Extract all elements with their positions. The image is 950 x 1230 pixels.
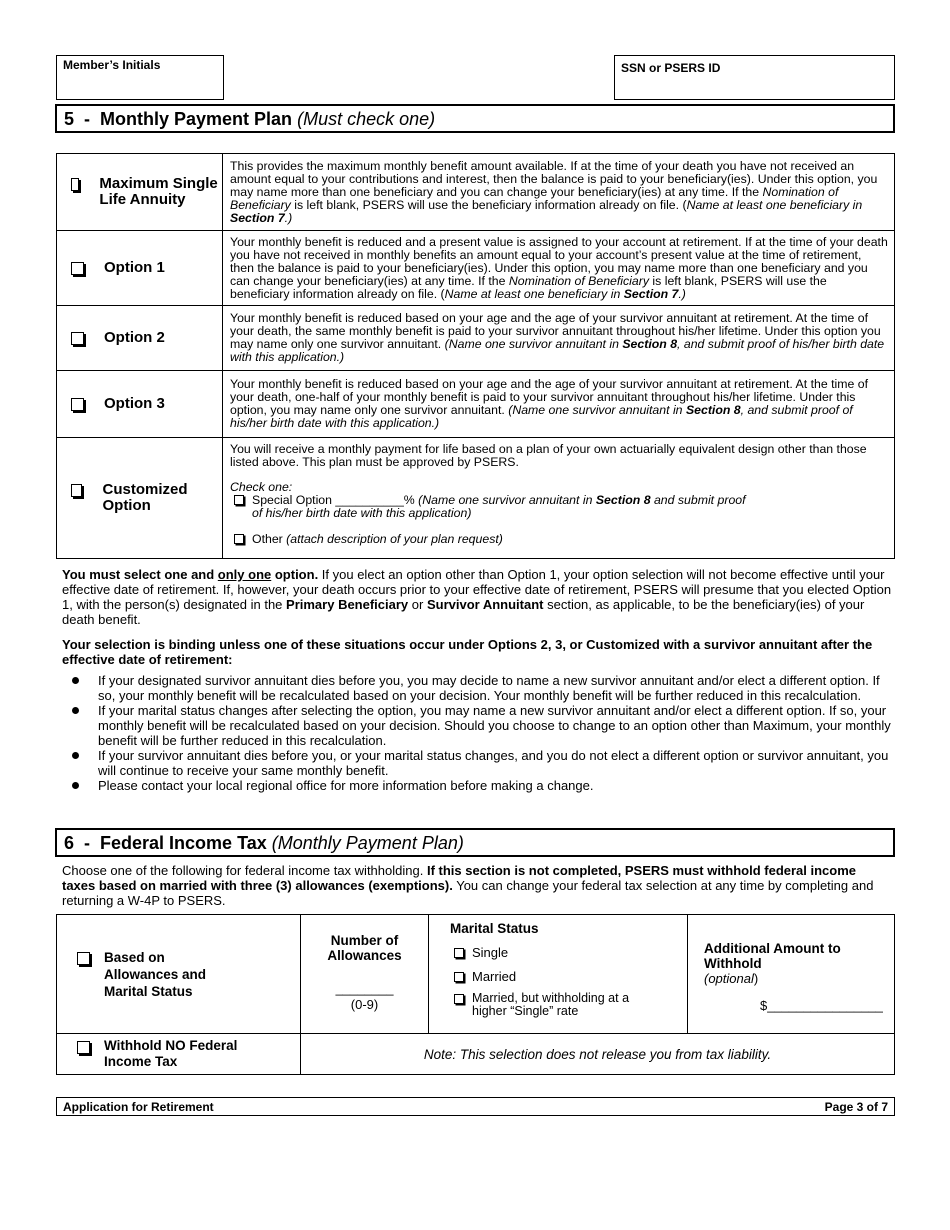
additional-optional-text: (optional	[704, 971, 754, 986]
marital-married-single-rate-label: Married, but withholding at a higher “Single” rate	[472, 991, 630, 1018]
note-c: or	[408, 597, 427, 612]
based-on-cell[interactable]	[57, 915, 301, 1034]
allowances-cell[interactable]	[301, 915, 429, 1034]
marital-option-married-single-rate[interactable]	[450, 992, 686, 1018]
rich-text-segment: (Name one survivor annuitant in	[444, 337, 623, 351]
allowances-blank[interactable]: ________	[335, 981, 394, 996]
special-option-checkbox[interactable]	[234, 495, 244, 505]
withhold-no-checkbox[interactable]	[77, 1041, 90, 1054]
rich-text-segment: Section 8	[622, 337, 678, 351]
rich-text-segment: Name at least one beneficiary in	[686, 197, 863, 212]
marital-status-cell	[429, 915, 688, 1034]
marital-option-married[interactable]	[450, 969, 686, 984]
note-a: If you elect an option other than Option 1, your option selection will not become effective until your effective date of retirement. If, however, your death occurs prior to your effective date of retirement, PSERS will presume that you elected Option 1, with the person(s) designated in the	[62, 567, 892, 612]
note-bold: You must select one and	[62, 567, 218, 582]
option-row-2	[57, 306, 895, 371]
ssn-label: SSN or PSERS ID	[621, 61, 721, 75]
option-3-label-cell[interactable]	[57, 371, 223, 438]
section-5-number: 5 -	[64, 109, 101, 129]
special-note-c: and submit proof	[650, 493, 746, 507]
option-customized-label: Customized Option	[102, 481, 188, 514]
option-3-label: Option 3	[104, 395, 165, 412]
option-max-checkbox[interactable]	[71, 178, 79, 191]
rich-text-segment: .)	[284, 210, 293, 225]
note-underline: only one	[217, 567, 272, 582]
binding-heading: Your selection is binding unless one of these situations occur under Options 2, 3, or Customized with a survivor annuitant after the effective date of retirement:	[62, 637, 873, 667]
allowances-label: Number of Allowances	[327, 933, 402, 963]
option-max-label: Maximum Single Life Annuity	[99, 175, 218, 208]
members-initials-label: Member’s Initials	[63, 58, 161, 72]
rich-text-segment: is left blank, PSERS will use the beneficiary information already on file. (	[290, 197, 687, 212]
rich-text-segment: .)	[678, 286, 686, 301]
withhold-no-label: Withhold NO Federal Income Tax	[104, 1038, 238, 1069]
note-primary-beneficiary: Primary Beneficiary	[286, 597, 409, 612]
footer-page-number: Page 3 of 7	[824, 1100, 888, 1114]
withhold-no-cell[interactable]	[57, 1034, 301, 1075]
intro-b: If this section is not completed, PSERS must withhold federal income taxes based on married with three (3) allowances (exemptions).	[62, 863, 857, 893]
option-1-label-cell[interactable]	[57, 231, 223, 306]
bullet-item: If your designated survivor annuitant dies before you, you may decide to name a new survivor annuitant and/or elect a different option. If so, your monthly benefit will be recalculated based on your decision. Your monthly benefit will be further reduced in this recalculation.	[62, 673, 894, 703]
selection-note	[62, 567, 892, 627]
rich-text-segment: Nomination of Beneficiary	[230, 184, 839, 212]
additional-optional	[704, 971, 893, 986]
rich-text-segment: , and submit proof of his/her birth date with this application.)	[230, 403, 853, 430]
intro-c: You can change your federal tax selection at any time by completing and returning a W-4P to PSERS.	[62, 878, 874, 908]
other-option-label: Other	[252, 532, 287, 546]
section-6-subtitle: (Monthly Payment Plan)	[271, 833, 464, 853]
option-customized-checkbox[interactable]	[71, 484, 82, 497]
option-1-desc	[223, 231, 895, 306]
check-one-label: Check one:	[230, 480, 293, 494]
additional-amount-blank[interactable]: $________________	[760, 998, 883, 1013]
section-6-intro	[62, 863, 892, 908]
bullet-item: If your marital status changes after selecting the option, you may name a new survivor annuitant and/or elect a different option. If so, your monthly benefit will be recalculated based on your decision. Should you choose to change to an option other than Maximum, your monthly benefit will be further reduced in this recalculation.	[62, 703, 894, 748]
bullet-item: Please contact your local regional office for more information before making a change.	[62, 778, 894, 793]
rich-text-segment: Your monthly benefit is reduced based on your age and the age of your survivor annuitant at retirement. At the time of your death, the same monthly benefit is paid to your survivor annuitant throughout his/her lifetime. Under this option you may name only one survivor annuitant.	[230, 311, 881, 351]
marital-status-label: Marital Status	[450, 921, 539, 936]
section-6-number: 6 -	[64, 833, 101, 853]
rich-text-segment: Your monthly benefit is reduced and a present value is assigned to your account at retirement. If at the time of your death you have not received in monthly benefits an amount equal to your account’s present value at the time of retirement, then the balance is paid to your beneficiary(ies). Under this option, you may name more than one beneficiary and you can change your beneficiary(ies) at any time. If the	[230, 234, 888, 288]
option-max-label-cell[interactable]	[57, 154, 223, 231]
withhold-note: Note: This selection does not release you from tax liability.	[423, 1046, 772, 1062]
payment-options-table	[56, 153, 895, 559]
members-initials-box[interactable]	[56, 55, 224, 100]
binding-bullets	[62, 673, 894, 793]
option-3-checkbox[interactable]	[71, 398, 84, 411]
rich-text-segment: (Name one survivor annuitant in	[508, 403, 686, 417]
special-note-b: Section 8	[595, 493, 651, 507]
other-option-note: (attach description of your plan request)	[286, 532, 503, 546]
option-row-3	[57, 371, 895, 438]
note-e: section, as applicable, to be the beneficiary(ies) of your death benefit.	[62, 597, 865, 627]
footer-bar	[56, 1097, 895, 1116]
rich-text-segment: Section 8	[685, 403, 741, 417]
section-5-subtitle: (Must check one)	[297, 109, 436, 129]
special-note-a: (Name one survivor annuitant in	[414, 493, 596, 507]
section-5-heading	[55, 104, 895, 133]
other-option-checkbox[interactable]	[234, 534, 244, 544]
additional-amount-cell[interactable]	[688, 915, 895, 1034]
option-row-1	[57, 231, 895, 306]
allowances-range: (0-9)	[350, 997, 379, 1012]
based-on-checkbox[interactable]	[77, 952, 90, 965]
rich-text-segment: Section 7	[230, 210, 285, 225]
option-2-label-cell[interactable]	[57, 306, 223, 371]
other-option-line	[230, 533, 888, 546]
option-2-desc	[223, 306, 895, 371]
option-customized-label-cell[interactable]	[57, 438, 223, 559]
footer-title: Application for Retirement	[63, 1100, 214, 1114]
option-row-max	[57, 154, 895, 231]
section-5-title: Monthly Payment Plan	[100, 109, 293, 129]
rich-text-segment: This provides the maximum monthly benefit amount available. If at the time of your death you have not received an amount equal to your contributions and interest, then the balance is paid to your beneficiary(ies). Under this option, you may name more than one beneficiary and you can change your beneficiary(ies) at any time. If the	[230, 158, 878, 199]
rich-text-segment: is left blank, PSERS will use the beneficiary information already on file. (	[230, 273, 827, 301]
rich-text-segment: Nomination of Beneficiary	[508, 273, 649, 288]
additional-amount-label: Additional Amount to Withhold	[704, 941, 841, 971]
marital-married-checkbox[interactable]	[454, 972, 464, 982]
special-option-label: Special Option __________%	[252, 493, 415, 507]
tax-table	[56, 914, 895, 1075]
additional-close: )	[753, 971, 759, 986]
rich-text-segment: Name at least one beneficiary in	[444, 286, 624, 301]
section-6-title: Federal Income Tax	[100, 833, 267, 853]
rich-text-segment: , and submit proof of his/her birth date with this application.)	[230, 337, 885, 364]
section-6-heading	[55, 828, 895, 857]
intro-a: Choose one of the following for federal income tax withholding.	[62, 863, 427, 878]
option-2-label: Option 2	[104, 329, 165, 346]
note-bold2: option.	[271, 567, 319, 582]
withhold-note-cell	[301, 1034, 895, 1075]
marital-option-single[interactable]	[450, 945, 686, 960]
based-on-label: Based on Allowances and Marital Status	[104, 949, 207, 999]
option-row-customized	[57, 438, 895, 559]
special-note-d: of his/her birth date with this application)	[252, 506, 472, 520]
marital-married-label: Married	[472, 969, 517, 984]
note-survivor-annuitant: Survivor Annuitant	[426, 597, 544, 612]
option-1-checkbox[interactable]	[71, 262, 84, 275]
customized-intro: You will receive a monthly payment for life based on a plan of your own actuarially equivalent design other than those listed above. This plan must be approved by PSERS.	[230, 442, 867, 469]
marital-single-checkbox[interactable]	[454, 948, 464, 958]
marital-married-single-rate-checkbox[interactable]	[454, 994, 464, 1004]
marital-single-label: Single	[472, 945, 509, 960]
option-max-desc	[223, 154, 895, 231]
ssn-box[interactable]	[614, 55, 895, 100]
rich-text-segment: Section 7	[623, 286, 679, 301]
option-2-checkbox[interactable]	[71, 332, 84, 345]
rich-text-segment: Your monthly benefit is reduced based on your age and the age of your survivor annuitant at retirement. At the time of your death, one-half of your monthly benefit is paid to your survivor annuitant throughout his/her lifetime. Under this option, you may name only one survivor annuitant.	[230, 377, 869, 417]
option-1-label: Option 1	[104, 259, 165, 276]
bullet-item: If your survivor annuitant dies before you, or your marital status changes, and you do not elect a different option or survivor annuitant, you will continue to receive your same monthly benefit.	[62, 748, 894, 778]
option-3-desc	[223, 371, 895, 438]
option-customized-desc	[223, 438, 895, 559]
